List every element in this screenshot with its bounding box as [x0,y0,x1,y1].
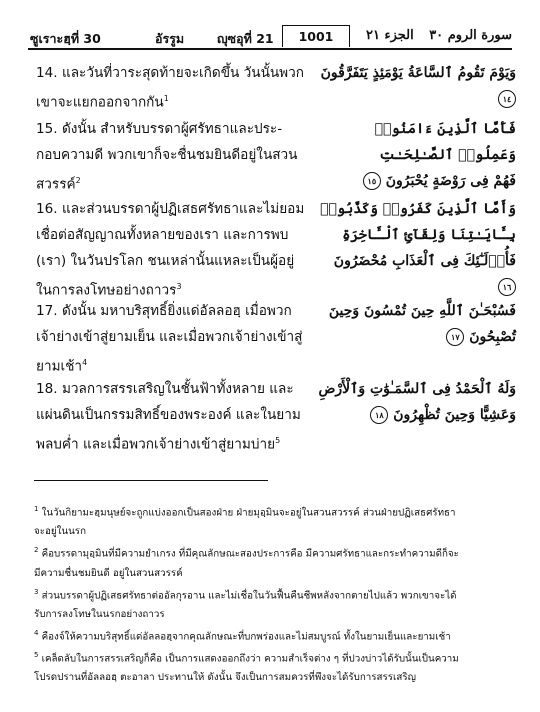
footnote-marker: 2 [75,176,81,185]
footnote-text: จะอยู่ในนรก [34,526,86,538]
footnote-marker: 4 [82,358,88,367]
translation-line: 16. และส่วนบรรดาผู้ปฏิเสธศรัทธาและไม่ยอม [36,201,305,217]
footnote-text: เคล็ดลับในการสรรเสริญก็คือ เป็นการแสดงออกถึงว่า ความสำเร็จต่าง ๆ ที่ปวงบ่าวได้รับนั้นเป็นความ [41,653,459,665]
translation-line: ในการลงโทษอย่างถาวร$^3$ [36,282,182,299]
translation-line: 14. และวันที่วาระสุดท้ายจะเกิดขึ้น วันนั้นพวก [36,65,304,81]
footnote-1 [34,500,512,541]
verse-arabic [316,376,516,428]
translation-line: 18. มวลการสรรเสริญในชั้นฟ้าทั้งหลาย และ [36,381,294,397]
footnote-text: โปรดปรานที่อัลลอฮฺ ตะอาลา ประทานให้ ดังนั้น จึงเป็นการสมควรที่พึงจะได้รับการสรรเสริญ [34,672,416,684]
verse-arabic [316,116,516,194]
footnote-number: 1 [34,505,39,513]
verse-translation [36,298,326,380]
footnote-text: ส่วนบรรดาผู้ปฏิเสธศรัทธาต่ออัลกุรอาน และไม่เชื่อในวันฟื้นคืนชีพหลังจากตายไปแล้ว พวกเขาจะได้ [41,589,457,601]
verse-number-badge: ١٧ [446,328,464,346]
translation-line: (เรา) ในวันปรโลก ชนเหล่านั้นแหละเป็นผู้อยู่ [36,253,295,269]
verse-translation [36,60,326,116]
footnote-number: 4 [34,628,39,637]
juz-number-arabic: الجزء ٢١ [366,28,414,43]
verse-arabic [316,60,516,112]
translation-line: สวรรค์$^2$ [36,176,81,193]
verse-arabic [316,196,516,300]
footnote-4 [34,624,512,646]
footnote-marker: 3 [176,282,182,291]
footnotes [34,500,512,687]
footnote-text: ในวันกิยามะฮฺมนุษย์จะถูกแบ่งออกเป็นสองฝ่าย ฝ่ายมุอฺมินจะอยู่ในสวนสวรรค์ ส่วนฝ่ายปฏิเสธศรัทธา [41,507,456,519]
page-header [28,26,512,48]
sura-name-thai: อัรรูม [155,31,185,46]
footnote-5 [34,646,512,687]
translation-line: พลบค่ำ และเมื่อพวกเจ้าย่างเข้าสู่ยามบ่าย$^5$ [36,436,281,453]
arabic-line: فَأُو۟لَـٰٓئِكَ فِى ٱلْعَذَابِ مُحْضَرُونَ ١٦ [316,248,516,300]
verse-translation [36,116,326,198]
footnote-marker: 1 [163,94,169,103]
footnote-text: คือบรรดามุอฺมินที่มีความยำเกรง ที่มีคุณลักษณะสองประการคือ มีความศรัทธาและกระทำความดีก็จะ [41,548,459,560]
sura-name-arabic: سورة الروم ٣٠ [429,28,512,43]
footnote-divider [34,480,268,481]
arabic-line: فَأَمَّا ٱلَّذِينَ ءَامَنُوا۟ وَعَمِلُوا۟ ٱلصَّـٰلِحَـٰتِ [374,121,516,163]
arabic-line: فَسُبْحَـٰنَ ٱللَّهِ حِينَ تُمْسُونَ وَحِينَ [328,303,516,319]
footnote-marker: 5 [275,436,281,445]
footnote-3 [34,583,512,624]
verse-translation [36,196,326,304]
sura-number-thai: ซูเราะฮฺที่ 30 [30,31,101,46]
translation-line: 17. ดังนั้น มหาบริสุทธิ์ยิ่งแด่อัลลอฮฺ เมื่อพวก [36,303,292,319]
footnote-text: คืองจ์ให้ความบริสุทธิ์แด่อัลลอฮฺจากคุณลักษณะที่บกพร่องและไม่สมบูรณ์ ทั้งในยามเย็นและยามเช้า [41,631,451,643]
footnote-text: มีความชื่นชมยินดี อยู่ในสวนสวรรค์ [34,567,183,579]
translation-line: แผ่นดินเป็นกรรมสิทธิ์ของพระองค์ และในยาม [36,407,301,423]
verse-arabic [316,298,516,350]
arabic-line: وَلَهُ ٱلْحَمْدُ فِى ٱلسَّمَـٰوَٰتِ وَٱلْأَرْضِ [318,381,516,397]
translation-line: กอบความดี พวกเขาก็จะชื่นชมยินดีอยู่ในสวน [36,147,298,163]
footnote-2 [34,541,512,582]
arabic-line: وَعَشِيًّا وَحِينَ تُظْهِرُونَ ١٨ [316,402,516,428]
footnote-number: 3 [34,587,39,596]
footnote-number: 5 [34,651,39,660]
translation-line: เจ้าย่างเข้าสู่ยามเย็น และเมื่อพวกเจ้าย่างเข้าสู่ [36,329,303,345]
verse-translation [36,376,326,458]
verse-number-badge: ١٨ [370,406,388,424]
page-number: 1001 [282,25,350,47]
verse-number-badge: ١٦ [498,278,516,296]
header-divider [28,48,512,50]
footnote-text: รับการลงโทษในนรกอย่างถาวร [34,608,165,620]
translation-line: เชื่อต่อสัญญาณทั้งหลายของเรา และการพบ [36,227,289,243]
arabic-line: تُصْبِحُونَ ١٧ [316,324,516,350]
juz-number-thai: ญุซอุที่ 21 [217,31,274,46]
translation-line: ยามเช้า$^4$ [36,358,88,375]
arabic-line: وَيَوْمَ تَقُومُ ٱلسَّاعَةُ يَوْمَئِذٍ يَتَفَرَّقُونَ ١٤ [316,60,516,112]
footnote-number: 2 [34,546,39,555]
translation-line: 15. ดังนั้น สำหรับบรรดาผู้ศรัทธาและประ- [36,121,283,137]
translation-line: เขาจะแยกออกจากกัน$^1$ [36,94,169,111]
verse-number-badge: ١٥ [363,172,381,190]
arabic-line: فَهُمْ فِى رَوْضَةٍ يُحْبَرُونَ ١٥ [316,168,516,194]
verse-number-badge: ١٤ [498,90,516,108]
arabic-line: وَأَمَّا ٱلَّذِينَ كَفَرُوا۟ وَكَذَّبُوا۟ بِـَٔايَـٰتِنَا وَلِقَآئِ ٱلْـَٔاخِرَةِ [320,201,516,243]
